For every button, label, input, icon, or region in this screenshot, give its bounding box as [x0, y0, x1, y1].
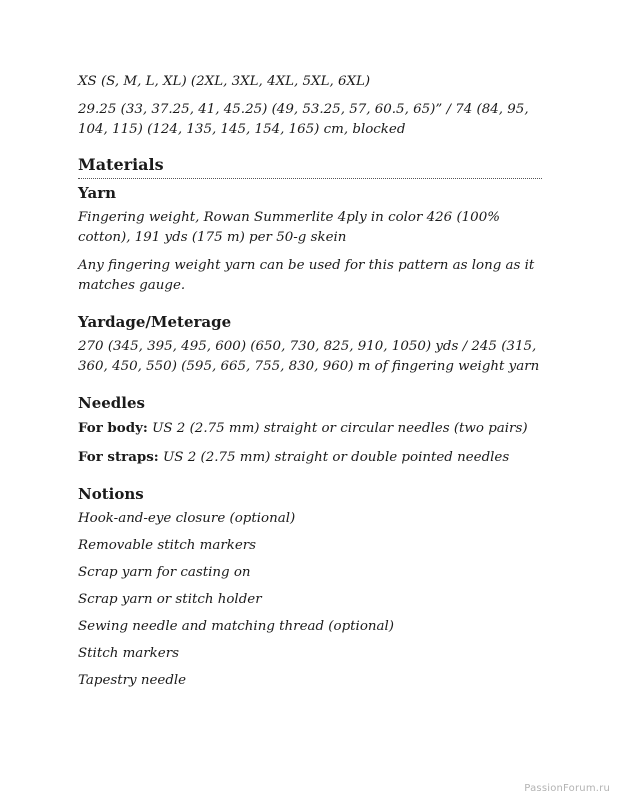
pattern-page	[78, 72, 542, 691]
sizes-line: XS (S, M, L, XL) (2XL, 3XL, 4XL, 5XL, 6XL)	[78, 74, 371, 89]
list-item: Sewing needle and matching thread (optional)	[78, 619, 395, 634]
notions-list	[78, 509, 542, 691]
yardage-heading: Yardage/Meterage	[78, 313, 232, 331]
yardage-text: 270 (345, 395, 495, 600) (650, 730, 825, 910, 1050) yds / 245 (315, 360, 450, 550) (595, 665, 755, 830, 960) m of fingering weight yarn	[78, 339, 540, 374]
list-item: Hook-and-eye closure (optional)	[78, 511, 296, 526]
needles-heading: Needles	[78, 394, 145, 412]
yarn-substitution-note: Any fingering weight yarn can be used for this pattern as long as it matches gauge.	[78, 258, 535, 293]
section-divider	[78, 178, 542, 179]
notions-heading: Notions	[78, 485, 144, 503]
materials-heading: Materials	[78, 155, 164, 174]
yarn-description: Fingering weight, Rowan Summerlite 4ply in color 426 (100% cotton), 191 yds (175 m) per 50-g skein	[78, 210, 500, 245]
site-watermark: PassionForum.ru	[524, 783, 610, 794]
needles-straps-label: For straps:	[78, 449, 159, 465]
needles-straps-text: US 2 (2.75 mm) straight or double pointed needles	[163, 450, 510, 465]
finished-measurements: 29.25 (33, 37.25, 41, 45.25) (49, 53.25, 57, 60.5, 65)” / 74 (84, 95, 104, 115) (124, 135, 145, 154, 165) cm, blocked	[78, 102, 529, 137]
yarn-heading: Yarn	[78, 184, 117, 202]
list-item: Stitch markers	[78, 646, 179, 661]
list-item: Removable stitch markers	[78, 538, 257, 553]
needles-body-label: For body:	[78, 420, 148, 436]
needles-body-row	[78, 418, 542, 439]
list-item: Scrap yarn for casting on	[78, 565, 251, 580]
needles-straps-row	[78, 447, 542, 468]
list-item: Tapestry needle	[78, 673, 187, 688]
needles-body-text: US 2 (2.75 mm) straight or circular needles (two pairs)	[152, 421, 528, 436]
list-item: Scrap yarn or stitch holder	[78, 592, 262, 607]
